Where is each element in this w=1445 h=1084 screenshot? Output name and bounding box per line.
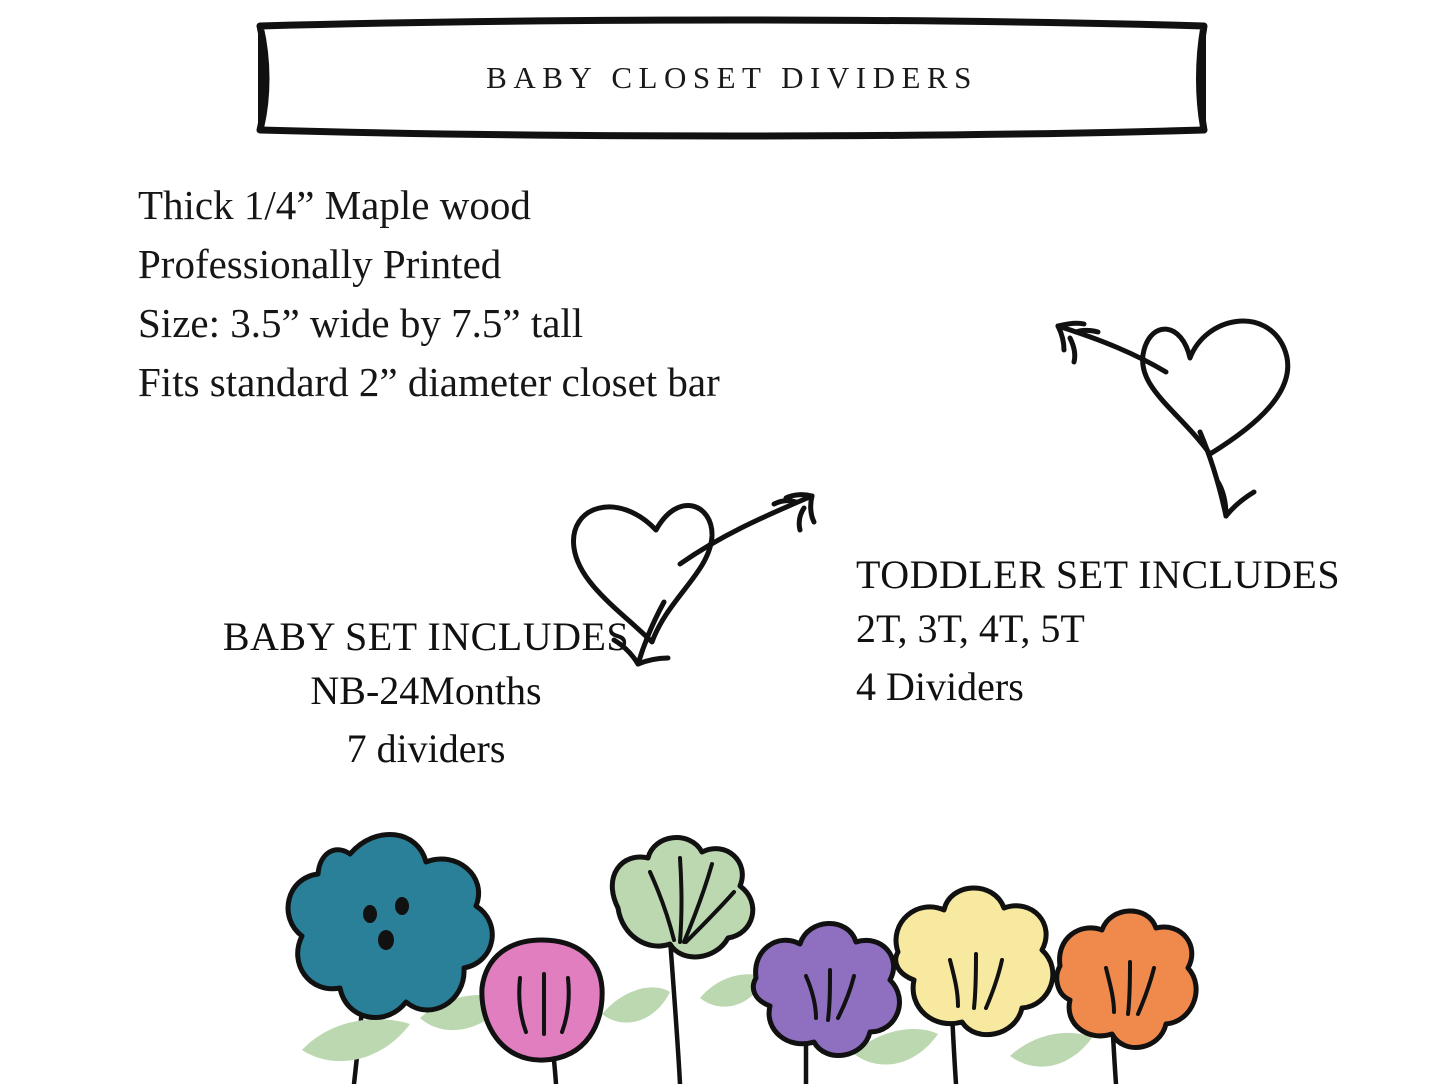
flower-garden xyxy=(250,818,1210,1084)
flower-pink xyxy=(482,940,602,1060)
spec-line-material: Thick 1/4” Maple wood xyxy=(138,182,531,228)
toddler-set-heading: TODDLER SET INCLUDES xyxy=(856,552,1341,597)
spec-line-size: Size: 3.5” wide by 7.5” tall xyxy=(138,300,584,346)
baby-set-sizes: NB-24Months xyxy=(310,668,542,713)
flower-teal xyxy=(288,834,492,1017)
flower-yellow xyxy=(896,888,1053,1035)
toddler-set-sizes: 2T, 3T, 4T, 5T xyxy=(856,606,1085,651)
spec-line-fit: Fits standard 2” diameter closet bar xyxy=(138,359,720,405)
flower-orange xyxy=(1057,911,1196,1048)
spec-line-printing: Professionally Printed xyxy=(138,241,502,287)
spec-list xyxy=(138,176,958,412)
flower-purple xyxy=(753,923,899,1055)
flower-green-fan xyxy=(612,838,752,957)
baby-set-count: 7 dividers xyxy=(346,726,506,771)
baby-set-heading: BABY SET INCLUDES xyxy=(222,614,630,659)
toddler-set-block xyxy=(856,550,1416,716)
banner xyxy=(246,14,1218,142)
baby-set-block xyxy=(126,612,726,778)
heart-arrow-large xyxy=(1040,292,1320,542)
toddler-set-count: 4 Dividers xyxy=(856,664,1024,709)
page-title: BABY CLOSET DIVIDERS xyxy=(486,60,978,95)
